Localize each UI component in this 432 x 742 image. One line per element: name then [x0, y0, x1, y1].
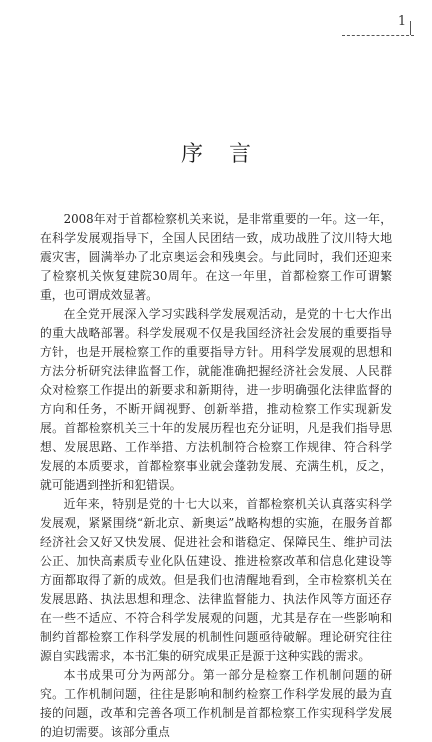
page-title: 序言: [180, 142, 277, 167]
paragraph: 近年来，特别是党的十七大以来，首都检察机关认真落实科学发展观，紧紧围绕“新北京、新奥运”战略构想的实施，在服务首都经济社会又好又快发展、促进社会和谐稳定、保障民生、维护司法公正、加快高素质专业化队伍建设、推进检察改革和信息化建设等方面都取得了新的成效。但是我们也清醒地看到，全市检察机关在发展思路、执法思想和理念、法律监督能力、执法作风等方面还存在一些不适应、不符合科学发展观的问题，尤其是存在一些影响和制约首都检察工作科学发展的机制性问题亟待破解。理论研究往往源自实践需求，本书汇集的研究成果正是源于这种实践的需求。: [40, 497, 392, 663]
header-rule-tick: [410, 21, 411, 35]
paragraph: 本书成果可分为两部分。第一部分是检察工作机制问题的研究。工作机制问题，往往是影响和制约检察工作科学发展的最为直接的问题，改革和完善各项工作机制是首都检察工作实现科学发展的迫切需要。该部分重点: [40, 668, 392, 739]
paragraph: 在全党开展深入学习实践科学发展观活动，是党的十七大作出的重大战略部署。科学发展观不仅是我国经济社会发展的重要指导方针，也是开展检察工作的重要指导方针。用科学发展观的思想和方法分析研究法律监督工作，就能准确把握经济社会发展、人民群众对检察工作提出的新要求和新期待，进一步明确强化法律监督的方向和任务，不断开阔视野、创新举措，推动检察工作实现新发展。首都检察机关三十年的发展历程也充分证明，凡是我们指导思想、发展思路、工作举措、方法机制符合检察工作规律、符合科学发展的本质要求，首都检察事业就会蓬勃发展、充满生机，反之，就可能遇到挫折和犯错误。: [40, 307, 392, 492]
header-rule: [342, 35, 414, 36]
paragraph: 2008年对于首都检察机关来说，是非常重要的一年。这一年，在科学发展观指导下，全国人民团结一致，成功战胜了汶川特大地震灾害，圆满举办了北京奥运会和残奥会。与此同时，我们还迎来了检察机关恢复建院30周年。在这一年里，首都检察工作可谓繁重，也可谓成效显著。: [40, 212, 392, 302]
body-text: [40, 210, 392, 742]
page-number: 1: [397, 14, 407, 29]
